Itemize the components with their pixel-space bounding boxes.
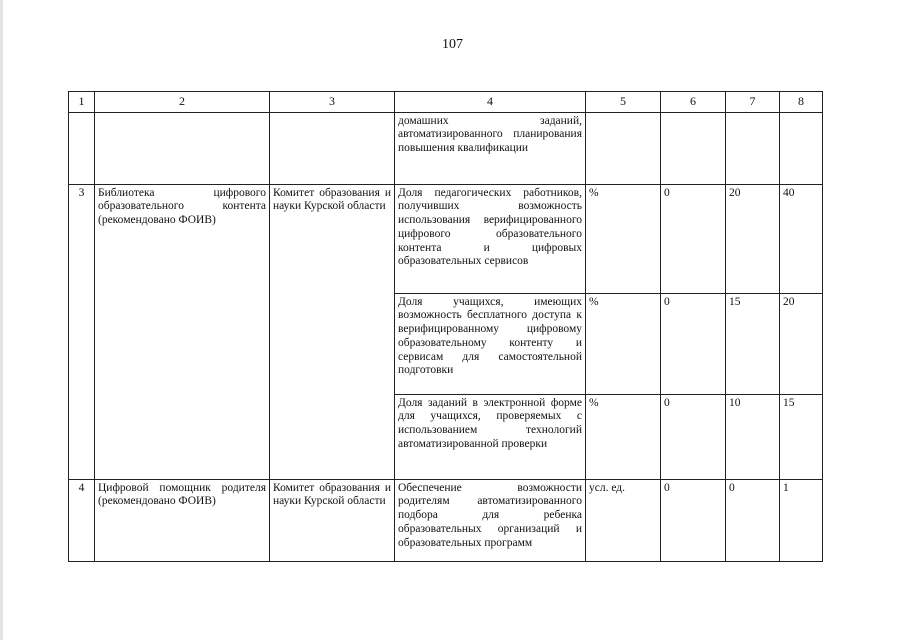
value-cell: 10 <box>726 394 780 479</box>
responsible-body: Комитет образования и науки Курской области <box>270 479 395 561</box>
column-number-header-row <box>69 92 823 113</box>
unit-cell: % <box>586 184 661 293</box>
column-header-3: 3 <box>270 92 395 113</box>
value-cell: 0 <box>661 184 726 293</box>
page-number: 107 <box>442 37 463 52</box>
project-number: 4 <box>69 479 95 561</box>
table-row <box>69 184 823 293</box>
project-name: Цифровой помощник родителя (рекомендовано ФОИВ) <box>95 479 270 561</box>
table-row <box>69 479 823 561</box>
column-header-7: 7 <box>726 92 780 113</box>
column-header-5: 5 <box>586 92 661 113</box>
value-cell: 0 <box>661 479 726 561</box>
table-cell <box>69 112 95 184</box>
unit-cell: % <box>586 293 661 394</box>
indicator-cell: Доля заданий в электронной форме для учащихся, проверяемых с использованием технологий автоматизированной проверки <box>395 394 586 479</box>
value-cell: 15 <box>780 394 823 479</box>
indicators-table <box>68 91 823 562</box>
table-cell <box>270 112 395 184</box>
value-cell: 20 <box>726 184 780 293</box>
column-header-1: 1 <box>69 92 95 113</box>
column-header-2: 2 <box>95 92 270 113</box>
project-number: 3 <box>69 184 95 479</box>
table-cell <box>661 112 726 184</box>
responsible-body: Комитет образования и науки Курской области <box>270 184 395 479</box>
value-cell: 40 <box>780 184 823 293</box>
column-header-6: 6 <box>661 92 726 113</box>
column-header-8: 8 <box>780 92 823 113</box>
unit-cell: усл. ед. <box>586 479 661 561</box>
column-header-4: 4 <box>395 92 586 113</box>
table-cell <box>586 112 661 184</box>
table-cell <box>95 112 270 184</box>
value-cell: 0 <box>726 479 780 561</box>
value-cell: 0 <box>661 293 726 394</box>
value-cell: 15 <box>726 293 780 394</box>
indicator-cell: Обеспечение возможности родителям автоматизированного подбора для ребенка образовательных организаций и образовательных программ <box>395 479 586 561</box>
table-cell <box>726 112 780 184</box>
unit-cell: % <box>586 394 661 479</box>
table-cell <box>780 112 823 184</box>
indicator-cell: домашних заданий, автоматизированного планирования повышения квалификации <box>395 112 586 184</box>
value-cell: 1 <box>780 479 823 561</box>
indicator-cell: Доля педагогических работников, получивших возможность использования верифицированного цифрового образовательного контента и цифровых образовательных сервисов <box>395 184 586 293</box>
indicator-cell: Доля учащихся, имеющих возможность бесплатного доступа к верифицированному цифровому образовательному контенту и сервисам для самостоятельной подготовки <box>395 293 586 394</box>
project-name: Библиотека цифрового образовательного контента (рекомендовано ФОИВ) <box>95 184 270 479</box>
value-cell: 0 <box>661 394 726 479</box>
value-cell: 20 <box>780 293 823 394</box>
table-row <box>69 112 823 184</box>
page-edge-shadow <box>0 0 3 640</box>
